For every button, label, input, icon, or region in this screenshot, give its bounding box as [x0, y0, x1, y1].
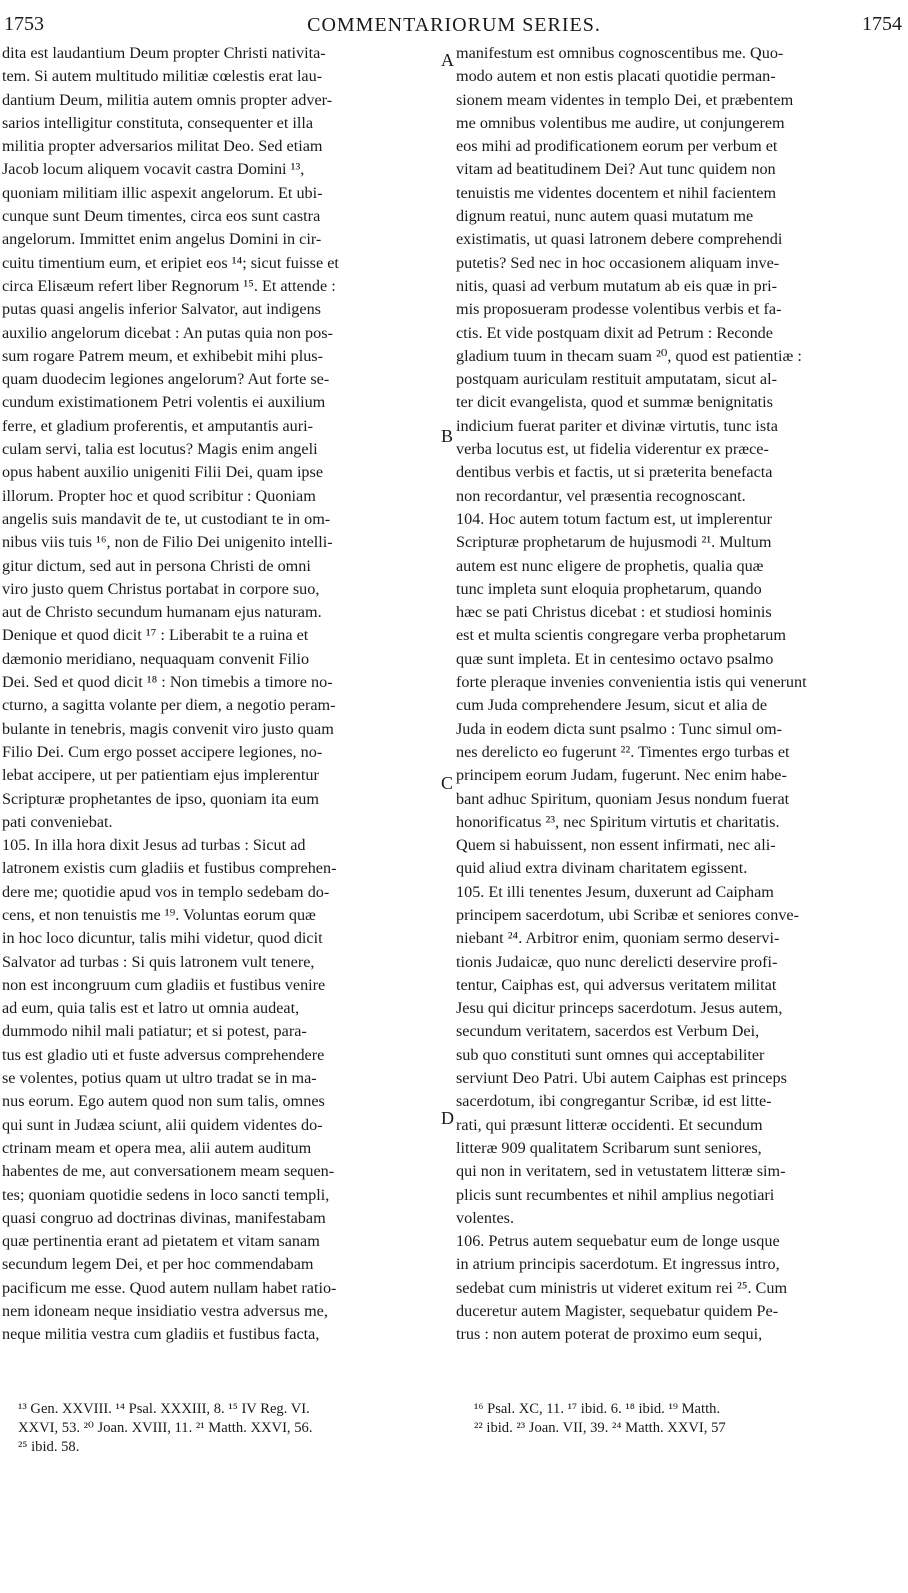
text-line: nus eorum. Ego autem quod non sum talis, omnes [2, 1092, 325, 1111]
text-line: 104. Hoc autem totum factum est, ut implerentur [456, 509, 773, 528]
text-line: aut de Christo secundum humanam ejus naturam. [2, 603, 322, 622]
text-line: circa Elisæum refert liber Regnorum ¹⁵. Et attende : [2, 276, 336, 295]
text-line: pacificum me esse. Quod autem nullam habet ratio- [2, 1278, 337, 1297]
text-line: ad eum, quia talis est et latro ut omnia audeat, [2, 999, 300, 1018]
text-line: hæc se pati Christus dicebat : et studiosi hominis [456, 603, 772, 622]
text-line: quid aliud extra divinam charitatem egissent. [456, 859, 748, 878]
text-line: bulante in tenebris, magis convenit viro justo quam [2, 719, 334, 738]
margin-marker-a: A [441, 50, 454, 70]
text-line: niebant ²⁴. Arbitror enim, quoniam sermo deservi- [456, 929, 780, 948]
text-line: eos mihi ad prodificationem eorum per verbum et [456, 137, 778, 156]
footnotes-right [474, 1400, 902, 1438]
footnote-line: ¹³ Gen. XXVIII. ¹⁴ Psal. XXXIII, 8. ¹⁵ IV Reg. VI. [18, 1401, 310, 1417]
text-line: Scripturæ prophetarum de hujusmodi ²¹. Multum [456, 533, 772, 552]
text-line: duceretur autem Magister, sequebatur quidem Pe- [456, 1302, 779, 1321]
page-header [0, 0, 908, 40]
text-line: est et multa scientis congregare verba prophetarum [456, 626, 786, 645]
text-line: forte pleraque invenies convenientia istis qui venerunt [456, 673, 807, 692]
footnote-line: XXVI, 53. ²⁰ Joan. XVIII, 11. ²¹ Matth. XXVI, 56. [18, 1420, 313, 1436]
text-line: cunque sunt Deum timentes, circa eos sunt castra [2, 207, 321, 226]
text-line: sacerdotum, ibi congregantur Scribæ, id est litte- [456, 1092, 772, 1111]
footnote-line: ¹⁶ Psal. XC, 11. ¹⁷ ibid. 6. ¹⁸ ibid. ¹⁹ Matth. [474, 1401, 721, 1417]
text-line: angelorum. Immittet enim angelus Domini in cir- [2, 230, 322, 249]
margin-marker-b: B [441, 426, 454, 446]
text-line: qui sunt in Judæa sciunt, alii quidem videntes do- [2, 1115, 323, 1134]
text-line: 105. In illa hora dixit Jesus ad turbas : Sicut ad [2, 836, 306, 855]
left-column [2, 42, 439, 1347]
text-line: lebat accipere, ut per patientiam ejus implerentur [2, 766, 319, 785]
text-line: gladium tuum in thecam suam ²⁰, quod est patientiæ : [456, 346, 802, 365]
text-line: Dei. Sed et quod dicit ¹⁸ : Non timebis a timore no- [2, 673, 333, 692]
text-line: mis proposueram prodesse volentibus verbis et fa- [456, 300, 782, 319]
text-line: illorum. Propter hoc et quod scribitur : Quoniam [2, 486, 316, 505]
text-line: tenuistis me videntes docentem et nihil facientem [456, 183, 777, 202]
text-line: in atrium principis sacerdotum. Et ingressus intro, [456, 1255, 780, 1274]
text-line: sedebat cum ministris ut videret exitum rei ²⁵. Cum [456, 1278, 788, 1297]
text-line: dere me; quotidie apud vos in templo sedebam do- [2, 882, 330, 901]
text-line: 106. Petrus autem sequebatur eum de longe usque [456, 1232, 780, 1251]
text-line: neque militia vestra cum gladiis et fustibus facta, [2, 1325, 320, 1344]
text-line: Salvator ad turbas : Si quis latronem vult tenere, [2, 952, 315, 971]
text-line: tus est gladio uti et fuste adversus comprehendere [2, 1045, 325, 1064]
text-line: vitam ad beatitudinem Dei? Aut tunc quidem non [456, 160, 776, 179]
text-line: me omnibus volentibus me audire, ut conjungerem [456, 113, 785, 132]
text-line: dantium Deum, militia autem omnis propter adver- [2, 90, 333, 109]
text-line: 105. Et illi tenentes Jesum, duxerunt ad Caipham [456, 882, 774, 901]
margin-marker-d: D [441, 1108, 454, 1128]
text-line: opus habent auxilio unigeniti Filii Dei, quam ipse [2, 463, 324, 482]
text-line: ctis. Et vide postquam dixit ad Petrum : Reconde [456, 323, 773, 342]
text-line: secundum veritatem, sacerdos est Verbum Dei, [456, 1022, 760, 1041]
text-line: manifestum est omnibus cognoscentibus me. Quo- [456, 44, 784, 62]
text-line: dentibus verbis et factis, ut si præterita benefacta [456, 463, 773, 482]
text-line: viro justo quem Christus portabat in corpore suo, [2, 579, 320, 598]
text-line: quasi congruo ad doctrinas divinas, manifestabam [2, 1208, 326, 1227]
text-line: putetis? Sed nec in hoc occasionem aliquam inve- [456, 253, 780, 272]
text-line: sionem meam videntes in templo Dei, et præbentem [456, 90, 794, 109]
text-line: autem est nunc eligere de prophetis, qualia quæ [456, 556, 764, 575]
text-line: nes derelicto eo fugerunt ²². Timentes ergo turbas et [456, 742, 790, 761]
text-line: cturno, a sagitta volante per diem, a negotio peram- [2, 696, 336, 715]
text-line: tunc impleta sunt eloquia prophetarum, quando [456, 579, 762, 598]
text-line: tes; quoniam quotidie sedens in loco sancti templi, [2, 1185, 330, 1204]
text-line: existimatis, ut quasi latronem debere comprehendi [456, 230, 783, 249]
text-line: se volentes, potius quam ut ultro tradat se in ma- [2, 1069, 317, 1088]
text-line: qui non in veritatem, sed in vetustatem litteræ sim- [456, 1162, 786, 1181]
text-line: nitis, quasi ad verbum mutatum ab eis quæ in pri- [456, 276, 778, 295]
text-line: indicium fuerat pariter et divinæ virtutis, tunc ista [456, 416, 778, 435]
footnote-line: ²² ibid. ²³ Joan. VII, 39. ²⁴ Matth. XXVI, 57 [474, 1420, 726, 1436]
text-line: pati conveniebat. [2, 812, 113, 831]
text-line: quoniam militiam illic aspexit angelorum. Et ubi- [2, 183, 323, 202]
footnote-line: ²⁵ ibid. 58. [18, 1439, 80, 1455]
text-line: gitur dictum, sed aut in persona Christi de omni [2, 556, 311, 575]
text-line: cens, et non tenuistis me ¹⁹. Voluntas eorum quæ [2, 905, 316, 924]
text-line: Juda in eodem dicta sunt psalmo : Tunc simul om- [456, 719, 782, 738]
margin-marker-c: C [441, 773, 454, 793]
text-line: tionis Judaicæ, quo nunc derelicti deservire profi- [456, 952, 778, 971]
text-line: sarios intelligitur constituta, consequenter et illa [2, 113, 314, 132]
right-column [456, 42, 901, 1347]
text-line: cuitu timentium eum, et eripiet eos ¹⁴; sicut fuisse et [2, 253, 339, 272]
text-line: ter dicit evangelista, quod et summæ benignitatis [456, 393, 773, 412]
text-line: tentur, Caiphas est, qui adversus veritatem militat [456, 975, 777, 994]
text-line: ctrinam meam et opera mea, alii autem auditum [2, 1138, 312, 1157]
text-line: principem sacerdotum, ubi Scribæ et seniores conve- [456, 905, 799, 924]
text-line: auxilio angelorum dicebat : An putas quia non pos- [2, 323, 333, 342]
text-line: postquam auriculam restituit amputatam, sicut al- [456, 370, 777, 389]
running-title: COMMENTARIORUM SERIES. [307, 14, 601, 36]
text-line: quam duodecim legiones angelorum? Aut forte se- [2, 370, 330, 389]
text-line: latronem existis cum gladiis et fustibus comprehen- [2, 859, 337, 878]
text-line: non recordantur, vel præsentia recognoscant. [456, 486, 746, 505]
text-line: Scripturæ prophetantes de ipso, quoniam ita eum [2, 789, 319, 808]
text-line: volentes. [456, 1208, 514, 1227]
text-line: dæmonio meridiano, nequaquam convenit Filio [2, 649, 310, 668]
text-line: culam servi, talia est locutus? Magis enim angeli [2, 440, 318, 459]
text-line: secundum legem Dei, et per hoc commendabam [2, 1255, 314, 1274]
text-line: quæ pertinentia erant ad pietatem et vitam sanam [2, 1232, 320, 1251]
text-line: cum Juda comprehendere Jesum, sicut et alia de [456, 696, 768, 715]
text-line: tem. Si autem multitudo militiæ cœlestis erat lau- [2, 67, 323, 86]
page-number-right: 1754 [862, 13, 902, 35]
text-line: dita est laudantium Deum propter Christi nativita- [2, 44, 326, 62]
text-line: honorificatus ²³, nec Spiritum virtutis et charitatis. [456, 812, 780, 831]
text-line: angelis suis mandavit de te, ut custodiant te in om- [2, 509, 331, 528]
text-line: nibus viis tuis ¹⁶, non de Filio Dei unigenito intelli- [2, 533, 333, 552]
text-line: Jesu qui dicitur princeps sacerdotum. Jesus autem, [456, 999, 783, 1018]
text-line: Jacob locum aliquem vocavit castra Domini ¹³, [2, 160, 305, 179]
text-line: principem eorum Judam, fugerunt. Nec enim habe- [456, 766, 787, 785]
text-line: verba locutus est, ut fidelia viderentur ex præce- [456, 440, 769, 459]
text-line: Denique et quod dicit ¹⁷ : Liberabit te a ruina et [2, 626, 309, 645]
text-line: nem idoneam neque insidiatio vestra adversus me, [2, 1302, 328, 1321]
page-number-left: 1753 [4, 13, 44, 35]
text-line: sum rogare Patrem meum, et exhibebit mihi plus- [2, 346, 323, 365]
text-line: sub quo constituti sunt omnes qui acceptabiliter [456, 1045, 765, 1064]
text-line: in hoc loco dicuntur, talis mihi videtur, quod dicit [2, 929, 323, 948]
text-line: quæ sunt impleta. Et in centesimo octavo psalmo [456, 649, 774, 668]
text-line: ferre, et gladium proferentis, et amputantis auri- [2, 416, 314, 435]
text-line: rati, qui præsunt litteræ occidenti. Et secundum [456, 1115, 763, 1134]
footnotes-left [18, 1400, 440, 1457]
text-line: cundum existimationem Petri volentis ei auxilium [2, 393, 326, 412]
text-line: non est incongruum cum gladiis et fustibus venire [2, 975, 326, 994]
text-line: putas quasi angelis inferior Salvator, aut indigens [2, 300, 321, 319]
text-line: modo autem et non estis placati quotidie perman- [456, 67, 776, 86]
text-line: habentes de me, aut conversationem meam sequen- [2, 1162, 335, 1181]
text-line: litteræ 909 qualitatem Scribarum sunt seniores, [456, 1138, 762, 1157]
text-line: plicis sunt recumbentes et nihil amplius negotiari [456, 1185, 775, 1204]
text-line: serviunt Deo Patri. Ubi autem Caiphas est princeps [456, 1069, 787, 1088]
text-line: Filio Dei. Cum ergo posset accipere legiones, no- [2, 742, 323, 761]
text-line: dummodo nihil mali patiatur; et si potest, para- [2, 1022, 307, 1041]
text-line: militia propter adversarios militat Deo. Sed etiam [2, 137, 323, 156]
text-line: Quem si habuissent, non essent infirmati, nec ali- [456, 836, 776, 855]
text-line: dignum reatui, nunc autem quasi mutatum me [456, 207, 754, 226]
text-line: trus : non autem poterat de proximo eum sequi, [456, 1325, 763, 1344]
text-line: bant adhuc Spiritum, quoniam Jesus nondum fuerat [456, 789, 790, 808]
